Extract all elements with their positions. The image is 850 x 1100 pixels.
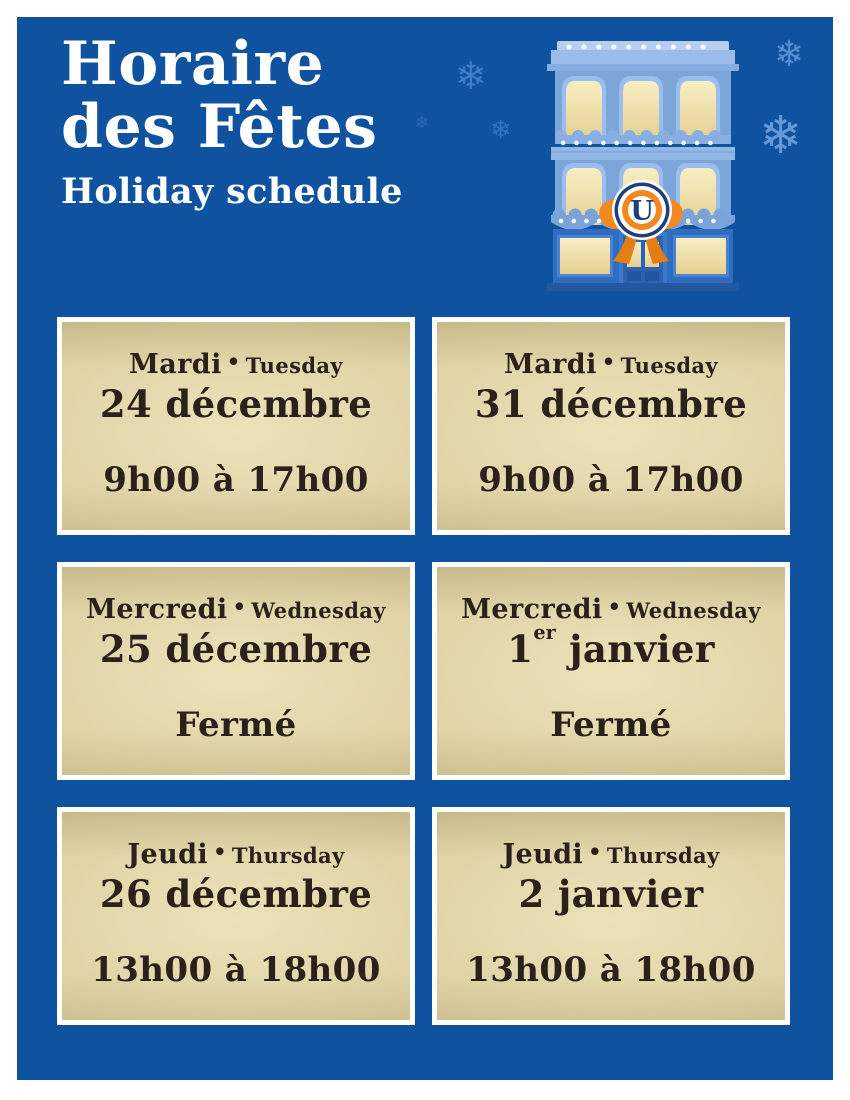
poster-background	[17, 17, 833, 1080]
roof-cornice	[547, 41, 739, 71]
day-french: Jeudi	[502, 839, 584, 870]
card-hours: 13h00 à 18h00	[91, 950, 381, 990]
schedule-grid	[57, 317, 790, 1025]
card-hours: 9h00 à 17h00	[478, 460, 744, 500]
card-date: 31 décembre	[474, 382, 748, 426]
day-english: Tuesday	[620, 353, 719, 378]
snowflake-icon: ❄	[415, 113, 430, 133]
schedule-card	[57, 562, 415, 780]
schedule-card	[432, 807, 790, 1025]
bullet-separator: •	[213, 839, 227, 864]
bullet-separator: •	[226, 349, 241, 374]
card-day-line	[437, 839, 785, 870]
card-day-line	[437, 349, 785, 380]
bullet-separator: •	[601, 349, 616, 374]
card-date: 2 janvier	[518, 872, 704, 916]
day-french: Mardi	[128, 349, 222, 380]
card-day-line	[62, 349, 410, 380]
card-date: 24 décembre	[99, 382, 373, 426]
storefront-building-illustration	[545, 39, 741, 293]
day-french: Mardi	[503, 349, 597, 380]
schedule-card	[432, 317, 790, 535]
u-logo-badge	[612, 180, 672, 240]
card-day-line	[437, 594, 785, 625]
card-date: 1er janvier	[507, 621, 715, 671]
card-date: 25 décembre	[99, 627, 373, 671]
snowflake-icon: ❄	[490, 115, 511, 144]
day-english: Tuesday	[245, 353, 344, 378]
snowflake-icon: ❄	[759, 106, 803, 166]
day-english: Wednesday	[626, 598, 761, 623]
card-hours: Fermé	[550, 705, 672, 745]
card-hours: 13h00 à 18h00	[466, 950, 756, 990]
card-hours: 9h00 à 17h00	[103, 460, 369, 500]
day-english: Thursday	[606, 843, 720, 868]
snowflake-icon: ❄	[774, 34, 805, 75]
page-title	[61, 29, 403, 162]
day-english: Thursday	[231, 843, 345, 868]
title-line-fr-2: des Fêtes	[61, 92, 378, 162]
schedule-card	[432, 562, 790, 780]
card-day-line	[62, 594, 410, 625]
day-french: Mercredi	[461, 594, 603, 625]
mid-cornice	[551, 147, 735, 160]
title-line-fr-1: Horaire	[61, 29, 325, 99]
page-subtitle: Holiday schedule	[61, 171, 403, 212]
bullet-separator: •	[607, 594, 622, 619]
schedule-card	[57, 317, 415, 535]
day-french: Jeudi	[127, 839, 209, 870]
card-hours: Fermé	[175, 705, 297, 745]
bullet-separator: •	[588, 839, 602, 864]
card-date: 26 décembre	[99, 872, 373, 916]
day-french: Mercredi	[86, 594, 228, 625]
bullet-separator: •	[232, 594, 247, 619]
schedule-card	[57, 807, 415, 1025]
card-day-line	[62, 839, 410, 870]
upper-garland-lights	[555, 135, 731, 144]
day-english: Wednesday	[251, 598, 386, 623]
poster-header	[61, 29, 403, 212]
snowflake-icon: ❄	[455, 54, 487, 98]
u-logo-letter: U	[630, 196, 654, 227]
